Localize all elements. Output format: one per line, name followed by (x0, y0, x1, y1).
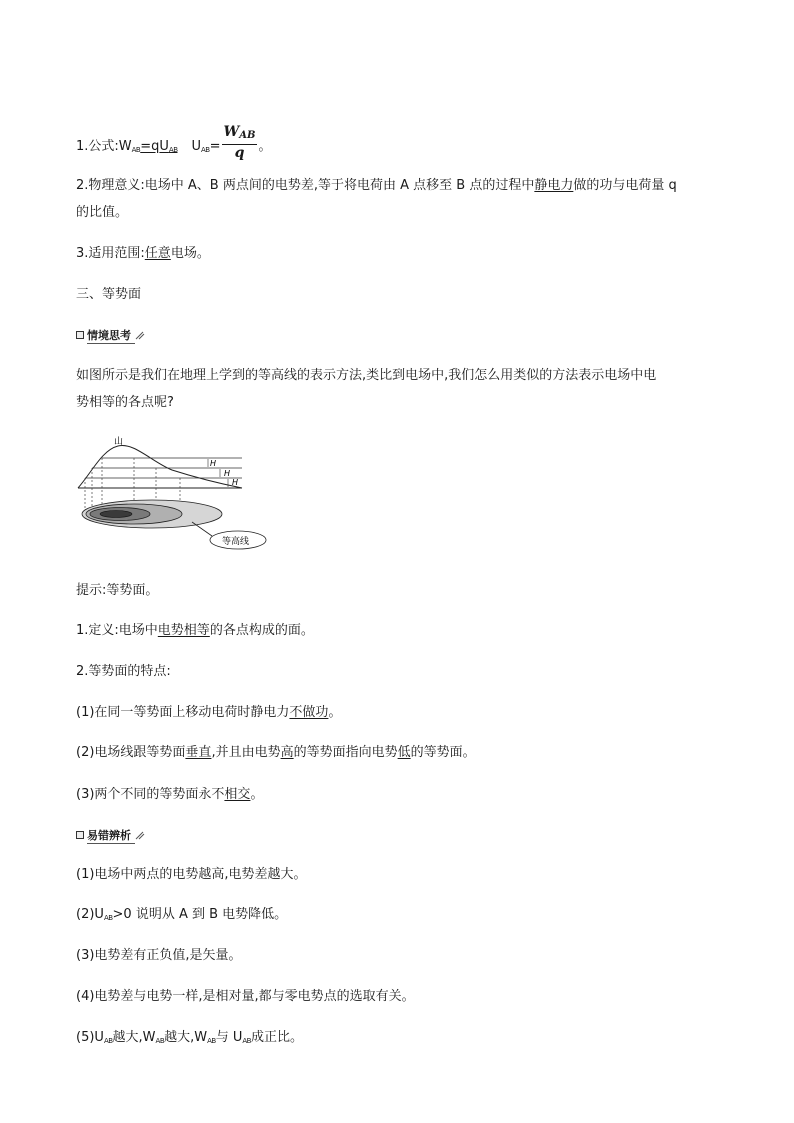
tag-scenario (76, 328, 145, 342)
fraction-numerator (222, 124, 258, 145)
feature2-c: 的等势面指向电势 (293, 745, 398, 760)
error-item-4: (4)电势差与电势一样,是相对量,都与零电势点的选取有关。 (76, 989, 415, 1004)
feature2-underlined-1: 垂直 (185, 745, 212, 760)
scope-a: 3.适用范围: (76, 246, 145, 261)
tag-tail-icon (135, 330, 145, 340)
features-title: 2.等势面的特点: (76, 664, 171, 679)
section-heading: 三、等势面 (76, 287, 142, 302)
formula-u2: U (191, 139, 202, 154)
feature-2 (76, 744, 476, 762)
error-item-3: (3)电势差有正负值,是矢量。 (76, 948, 242, 963)
fraction-denominator: q (234, 145, 245, 161)
scope-line (76, 245, 210, 263)
u-subscript: AB (168, 146, 178, 154)
feature2-b: ,并且由电势 (211, 745, 281, 760)
tag-box-icon (76, 831, 84, 839)
mountain-profile (78, 445, 242, 488)
meaning-text-a: 2.物理意义:电场中 A、B 两点间的电势差,等于将电荷由 A 点移至 B 点的过程中 (76, 178, 535, 193)
contour-figure (72, 432, 272, 552)
contour-peak (100, 511, 132, 518)
definition-b: 的各点构成的面。 (209, 623, 314, 638)
formula-prefix: 1.公式:W (76, 139, 132, 154)
formula-underlined (140, 139, 177, 154)
error-item-1: (1)电场中两点的电势越高,电势差越大。 (76, 867, 307, 882)
feature1-b: 。 (328, 705, 342, 720)
formula-eq: =q (140, 139, 160, 154)
definition-a: 1.定义:电场中 (76, 623, 158, 638)
scope-underlined: 任意 (144, 246, 171, 261)
error-item-5 (76, 1029, 303, 1050)
feature2-underlined-2: 高 (280, 745, 294, 760)
tag-box-icon (76, 331, 84, 339)
feature-1 (76, 704, 341, 722)
meaning-underlined: 静电力 (534, 178, 574, 193)
frac-w-sub: AB (239, 130, 256, 141)
feature3-a: (3)两个不同的等势面永不 (76, 787, 225, 802)
h-label-1: H (210, 459, 217, 468)
tag-scenario-label: 情境思考 (87, 327, 135, 344)
formula-end: 。 (258, 139, 272, 154)
err5-d: 与 U (215, 1030, 243, 1045)
w-subscript: AB (131, 146, 141, 154)
contour-label: 等高线 (222, 537, 250, 547)
feature1-a: (1)在同一等势面上移动电荷时静电力 (76, 705, 290, 720)
feature3-b: 。 (250, 787, 264, 802)
tag-tail-icon (135, 830, 145, 840)
hint-line: 提示:等势面。 (76, 583, 159, 598)
frac-w: W (223, 124, 240, 140)
feature-3 (76, 786, 263, 804)
error-item-2 (76, 906, 287, 927)
u2-subscript: AB (201, 146, 210, 154)
feature1-underlined: 不做功 (289, 705, 329, 720)
h-label-2: H (224, 469, 231, 478)
err5-sub1: AB (103, 1037, 113, 1045)
meaning-line-2: 的比值。 (76, 205, 129, 220)
meaning-line-1 (76, 177, 677, 195)
feature2-underlined-3: 低 (397, 745, 411, 760)
question-line-1: 如图所示是我们在地理上学到的等高线的表示方法,类比到电场中,我们怎么用类似的方法表示电场中电 (76, 368, 657, 383)
mountain-label: 山 (114, 437, 124, 447)
err5-b: 越大,W (112, 1030, 156, 1045)
formula-line (76, 124, 272, 165)
h-label-3: H (232, 478, 239, 487)
tag-error-analysis (76, 828, 145, 842)
scope-b: 电场。 (170, 246, 210, 261)
tag-error-label: 易错辨析 (87, 827, 135, 844)
err5-sub3: AB (207, 1037, 216, 1045)
meaning-text-b: 做的功与电荷量 q (573, 178, 677, 193)
err5-c: 越大,W (164, 1030, 208, 1045)
definition-line (76, 622, 314, 640)
err2-a: (2)U (76, 907, 104, 922)
err5-sub2: AB (155, 1037, 165, 1045)
feature2-d: 的等势面。 (410, 745, 476, 760)
question-line-2: 势相等的各点呢? (76, 395, 174, 410)
err2-b: >0 说明从 A 到 B 电势降低。 (112, 907, 288, 922)
err5-a: (5)U (76, 1030, 104, 1045)
err5-e: 成正比。 (250, 1030, 303, 1045)
feature3-underlined: 相交 (224, 787, 251, 802)
err2-sub: AB (103, 914, 113, 922)
formula-eq2: = (209, 139, 221, 154)
err5-sub4: AB (242, 1037, 251, 1045)
feature2-a: (2)电场线跟等势面 (76, 745, 186, 760)
definition-underlined: 电势相等 (157, 623, 210, 638)
fraction (222, 124, 258, 161)
formula-u: U (159, 139, 169, 154)
